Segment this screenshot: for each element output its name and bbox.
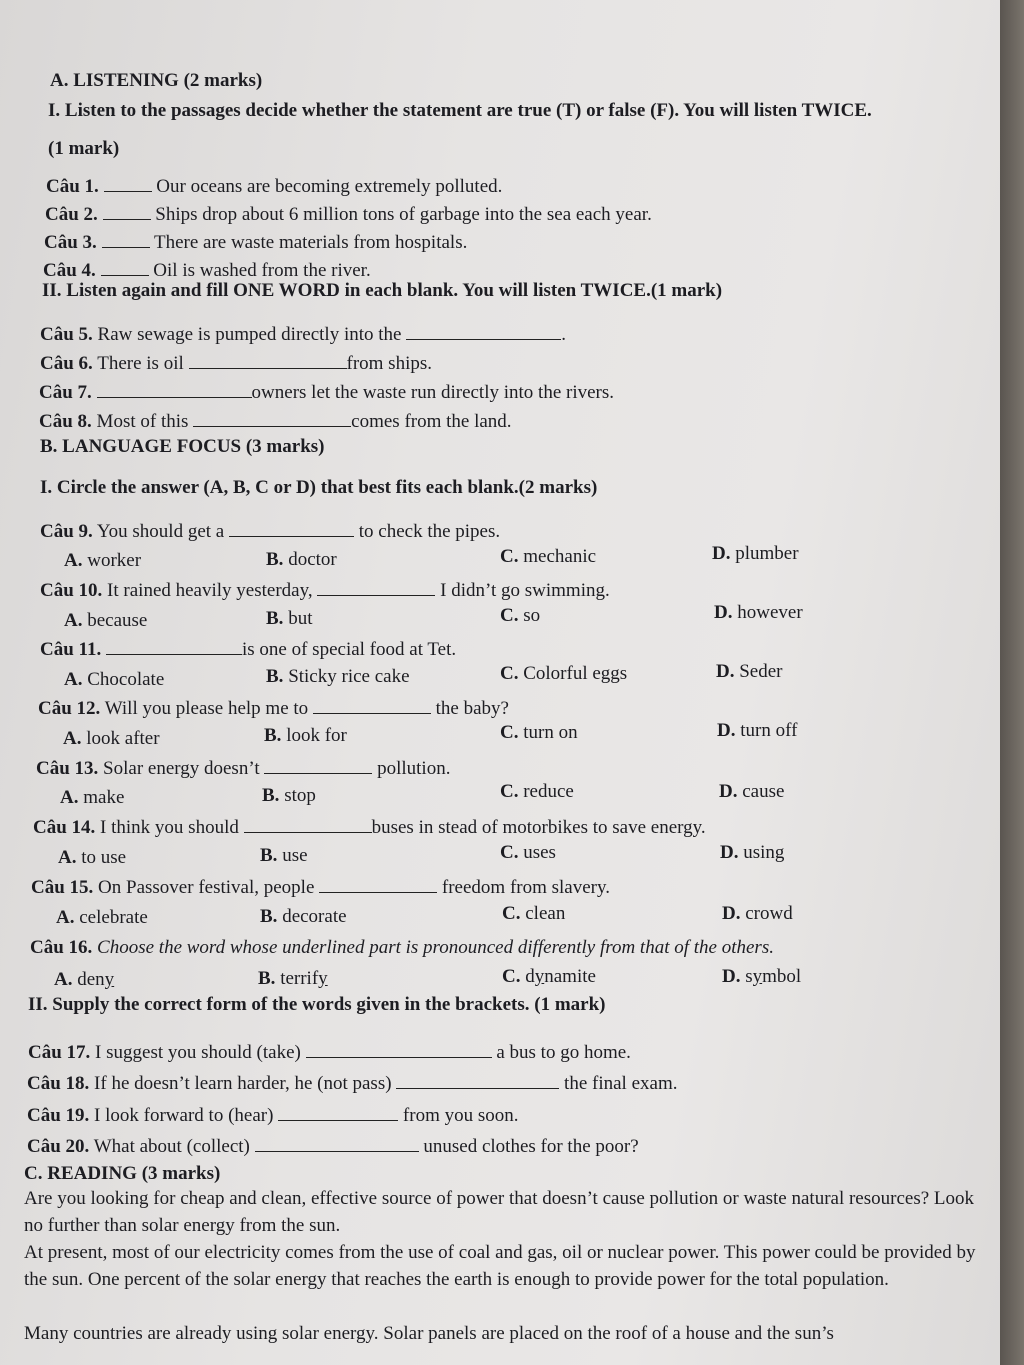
question-label: Câu 16. (30, 937, 93, 958)
question-label: Câu 6. (40, 353, 93, 374)
question-before: If he doesn’t learn harder, he (not pass) (94, 1073, 392, 1094)
question-before: Solar energy doesn’t (103, 758, 260, 779)
mc-question-16 (30, 937, 774, 960)
mc-question-13 (36, 757, 450, 781)
q9-option-c[interactable]: C. mechanic (500, 546, 597, 567)
answer-blank[interactable] (317, 579, 435, 596)
section-a-part1-instruction: I. Listen to the passages decide whether the statement are true (T) or false (F). You will listen TWICE. (48, 100, 872, 121)
mc-question-9 (40, 520, 500, 544)
q10-option-b[interactable]: B. but (266, 608, 313, 629)
fill-item-7 (39, 381, 614, 405)
q11-option-c[interactable]: C. Colorful eggs (500, 663, 628, 684)
question-label: Câu 4. (43, 260, 96, 281)
q14-option-b[interactable]: B. use (260, 845, 308, 866)
q14-option-d[interactable]: D. using (720, 842, 785, 863)
question-before: I suggest you should (take) (95, 1042, 301, 1063)
question-after: the final exam. (564, 1073, 678, 1094)
answer-blank[interactable] (102, 231, 150, 248)
question-before: On Passover festival, people (98, 877, 315, 898)
question-after: I didn’t go swimming. (440, 580, 610, 601)
answer-blank[interactable] (306, 1041, 492, 1058)
q15-option-b[interactable]: B. decorate (260, 906, 347, 927)
tf-item-1 (46, 175, 502, 199)
question-text: Choose the word whose underlined part is pronounced differently from that of the others. (97, 937, 774, 958)
question-before: I look forward to (hear) (94, 1105, 274, 1126)
background-edge (1000, 0, 1024, 1365)
answer-blank[interactable] (104, 175, 152, 192)
answer-blank[interactable] (97, 381, 252, 398)
fill-item-8 (39, 410, 512, 434)
q16-option-d[interactable]: D. symbol (722, 966, 802, 987)
answer-blank[interactable] (103, 203, 151, 220)
fill-item-6 (40, 352, 432, 376)
tf-item-3 (44, 231, 467, 255)
q14-option-c[interactable]: C. uses (500, 842, 556, 863)
word-form-item-19 (27, 1104, 519, 1128)
q11-option-d[interactable]: D. Seder (716, 661, 783, 682)
question-after: owners let the waste run directly into the rivers. (251, 382, 615, 403)
question-after: . (561, 324, 566, 345)
question-label: Câu 20. (27, 1136, 90, 1157)
q16-option-b[interactable]: B. terrify (258, 968, 328, 989)
question-label: Câu 10. (40, 580, 103, 601)
question-label: Câu 19. (27, 1105, 90, 1126)
section-a-part2-instruction: II. Listen again and fill ONE WORD in each blank. You will listen TWICE.(1 mark) (42, 280, 723, 301)
q13-option-b[interactable]: B. stop (262, 785, 316, 806)
question-before: You should get a (96, 521, 225, 542)
question-after: from you soon. (402, 1105, 519, 1126)
word-form-item-18 (27, 1072, 677, 1096)
word-form-item-17 (28, 1041, 631, 1065)
q9-option-b[interactable]: B. doctor (266, 549, 337, 570)
reading-paragraph-1: Are you looking for cheap and clean, effective source of power that doesn’t cause pollution or waste natural resources? Look no further than solar energy from the sun. (24, 1188, 975, 1236)
question-label: Câu 14. (33, 817, 96, 838)
q13-option-d[interactable]: D. cause (719, 781, 785, 802)
tf-item-2 (45, 203, 652, 227)
q14-option-a[interactable]: A. to use (58, 847, 127, 868)
q12-option-c[interactable]: C. turn on (500, 722, 578, 743)
reading-paragraph-3: Many countries are already using solar energy. Solar panels are placed on the roof of a house and the sun’s (24, 1323, 834, 1344)
word-form-item-20 (27, 1135, 639, 1159)
q10-option-a[interactable]: A. because (64, 610, 148, 631)
q9-option-a[interactable]: A. worker (64, 550, 142, 571)
answer-blank[interactable] (313, 697, 431, 714)
question-before: I think you should (100, 817, 239, 838)
answer-blank[interactable] (406, 323, 561, 340)
question-after: to check the pipes. (358, 521, 501, 542)
section-b-part1-instruction: I. Circle the answer (A, B, C or D) that best fits each blank.(2 marks) (40, 477, 598, 498)
q12-option-a[interactable]: A. look after (63, 728, 160, 749)
q11-option-b[interactable]: B. Sticky rice cake (266, 666, 410, 687)
answer-blank[interactable] (319, 876, 437, 893)
answer-blank[interactable] (278, 1104, 398, 1121)
q9-option-d[interactable]: D. plumber (712, 543, 799, 564)
q16-option-a[interactable]: A. deny (54, 969, 115, 990)
question-after: from ships. (346, 353, 432, 374)
q16-option-c[interactable]: C. dynamite (502, 966, 596, 987)
q10-option-c[interactable]: C. so (500, 605, 541, 626)
section-a-part1-marks: (1 mark) (48, 138, 120, 159)
answer-blank[interactable] (106, 638, 242, 655)
reading-paragraph-2: At present, most of our electricity comes from the use of coal and gas, oil or nuclear power. This power could be provided by the sun. One percent of the solar energy that reaches the earth is enough to provide power for the total population. (24, 1242, 976, 1290)
question-label: Câu 18. (27, 1073, 90, 1094)
answer-blank[interactable] (189, 352, 347, 369)
question-label: Câu 8. (39, 411, 92, 432)
question-label: Câu 12. (38, 698, 101, 719)
question-label: Câu 5. (40, 324, 93, 345)
question-before: Most of this (96, 411, 189, 432)
q12-option-d[interactable]: D. turn off (717, 720, 798, 741)
question-after: is one of special food at Tet. (242, 639, 457, 660)
question-label: Câu 9. (40, 521, 93, 542)
answer-blank[interactable] (244, 816, 372, 833)
question-after: freedom from slavery. (441, 877, 611, 898)
section-a-title: A. LISTENING (2 marks) (50, 70, 263, 91)
question-label: Câu 3. (44, 232, 97, 253)
mc-question-14 (33, 816, 706, 840)
question-text: Oil is washed from the river. (153, 260, 371, 281)
answer-blank[interactable] (255, 1135, 419, 1152)
mc-question-12 (38, 697, 509, 721)
mc-question-15 (31, 876, 610, 900)
question-label: Câu 11. (40, 639, 102, 660)
section-b-part2-instruction: II. Supply the correct form of the words given in the brackets. (1 mark) (28, 994, 606, 1015)
question-label: Câu 2. (45, 204, 98, 225)
question-after: buses in stead of motorbikes to save energy. (371, 817, 706, 838)
question-text: Ships drop about 6 million tons of garbage into the sea each year. (155, 204, 652, 225)
q10-option-d[interactable]: D. however (714, 602, 803, 623)
question-label: Câu 7. (39, 382, 92, 403)
answer-blank[interactable] (229, 520, 354, 537)
mc-question-10 (40, 579, 610, 603)
answer-blank[interactable] (193, 410, 351, 427)
question-before: It rained heavily yesterday, (107, 580, 313, 601)
question-after: comes from the land. (351, 411, 512, 432)
question-label: Câu 17. (28, 1042, 91, 1063)
question-label: Câu 1. (46, 176, 99, 197)
section-c-title: C. READING (3 marks) (24, 1163, 221, 1184)
question-text: Our oceans are becoming extremely polluted. (156, 176, 503, 197)
question-before: What about (collect) (93, 1136, 250, 1157)
answer-blank[interactable] (396, 1072, 559, 1089)
question-label: Câu 13. (36, 758, 99, 779)
question-text: There are waste materials from hospitals. (153, 232, 468, 253)
q15-option-c[interactable]: C. clean (502, 903, 566, 924)
section-b-title: B. LANGUAGE FOCUS (3 marks) (40, 436, 325, 457)
answer-blank[interactable] (264, 757, 372, 774)
fill-item-5 (40, 323, 566, 347)
mc-question-11 (40, 638, 456, 662)
q13-option-c[interactable]: C. reduce (500, 781, 574, 802)
question-after: pollution. (377, 758, 451, 779)
q15-option-a[interactable]: A. celebrate (56, 907, 148, 928)
question-after: unused clothes for the poor? (423, 1136, 639, 1157)
question-before: There is oil (97, 353, 184, 374)
question-before: Will you please help me to (104, 698, 309, 719)
q13-option-a[interactable]: A. make (60, 787, 125, 808)
answer-blank[interactable] (101, 259, 149, 276)
question-before: Raw sewage is pumped directly into the (97, 324, 402, 345)
question-label: Câu 15. (31, 877, 94, 898)
q11-option-a[interactable]: A. Chocolate (64, 669, 165, 690)
question-after: the baby? (435, 698, 509, 719)
question-after: a bus to go home. (496, 1042, 631, 1063)
q15-option-d[interactable]: D. crowd (722, 903, 793, 924)
q12-option-b[interactable]: B. look for (264, 725, 347, 746)
